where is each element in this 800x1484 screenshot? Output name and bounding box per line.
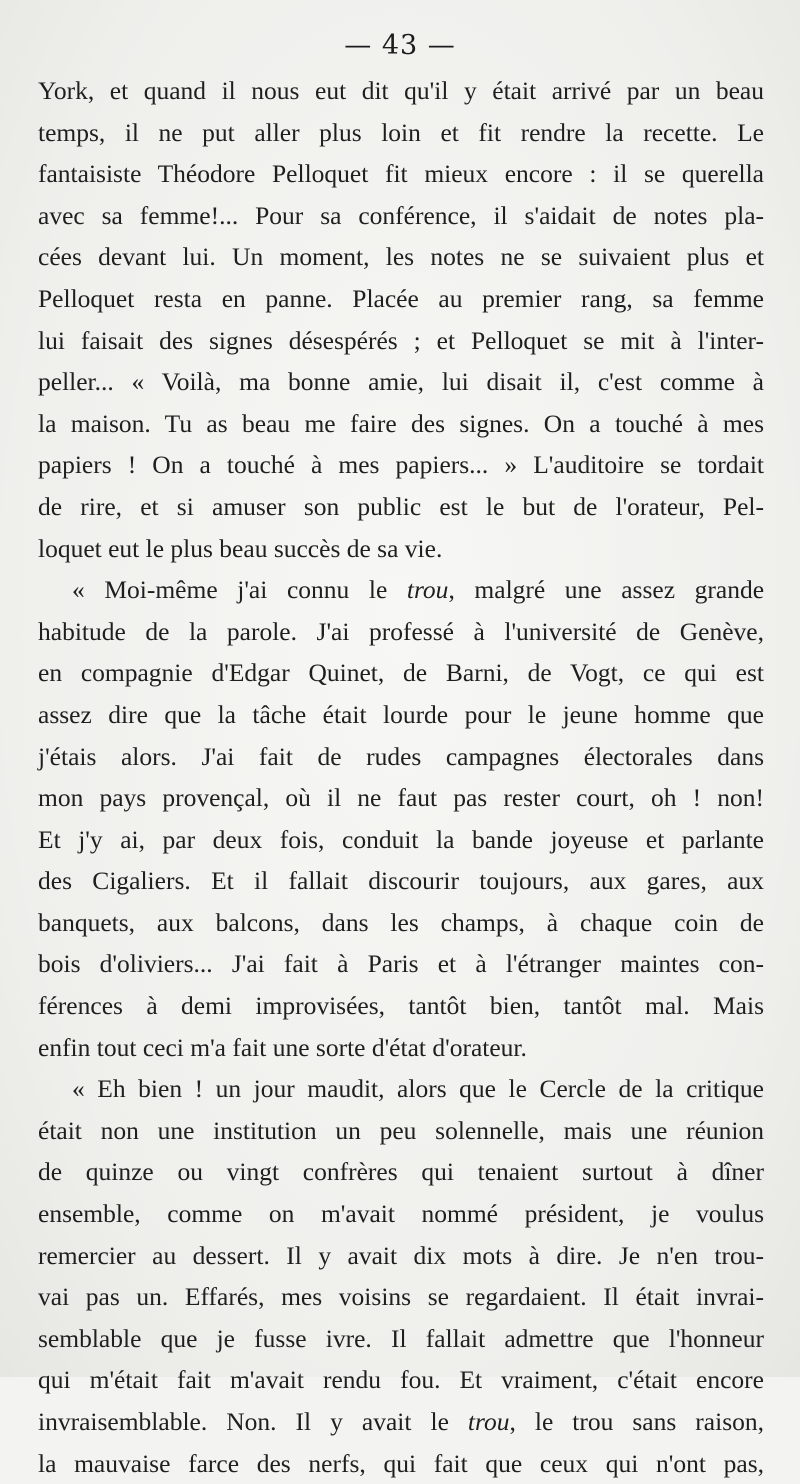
text-line: assez dire que la tâche était lourde pour le jeune homme que bbox=[38, 699, 764, 729]
text-line: Pelloquet resta en panne. Placée au premier rang, sa femme bbox=[38, 283, 764, 313]
text-line: fantaisiste Théodore Pelloquet fit mieux encore : il se querella bbox=[38, 159, 764, 189]
text-line: « Moi-même j'ai connu le trou, malgré une assez grande bbox=[72, 575, 765, 605]
text-line: qui m'était fait m'avait rendu fou. Et vraiment, c'était encore bbox=[38, 1365, 764, 1395]
text-line: cées devant lui. Un moment, les notes ne se suivaient plus et bbox=[38, 242, 764, 272]
text-line: habitude de la parole. J'ai professé à l'université de Genève, bbox=[38, 616, 764, 646]
text-line: remercier au dessert. Il y avait dix mots à dire. Je n'en trou- bbox=[38, 1240, 764, 1270]
text-line: en compagnie d'Edgar Quinet, de Barni, de Vogt, ce qui est bbox=[38, 658, 764, 688]
text-line: vai pas un. Effarés, mes voisins se regardaient. Il était invrai- bbox=[38, 1282, 764, 1312]
text-line: de quinze ou vingt confrères qui tenaient surtout à dîner bbox=[38, 1157, 764, 1187]
text-line: « Eh bien ! un jour maudit, alors que le Cercle de la critique bbox=[72, 1074, 764, 1104]
text-line: bois d'oliviers... J'ai fait à Paris et à l'étranger maintes con- bbox=[38, 949, 764, 979]
text-line: la maison. Tu as beau me faire des signes. On a touché à mes bbox=[38, 408, 764, 438]
text-line: banquets, aux balcons, dans les champs, à chaque coin de bbox=[38, 907, 764, 937]
text-line: férences à demi improvisées, tantôt bien, tantôt mal. Mais bbox=[38, 991, 764, 1021]
text-line: Et j'y ai, par deux fois, conduit la bande joyeuse et parlante bbox=[38, 824, 764, 854]
body-text bbox=[38, 70, 764, 1484]
text-line: mon pays provençal, où il ne faut pas rester court, oh ! non! bbox=[38, 783, 764, 813]
text-line: temps, il ne put aller plus loin et fit rendre la recette. Le bbox=[38, 117, 764, 147]
text-line: la mauvaise farce des nerfs, qui fait que ceux qui n'ont pas, bbox=[38, 1448, 764, 1478]
text-line: était non une institution un peu solennelle, mais une réunion bbox=[38, 1115, 764, 1145]
text-line: loquet eut le plus beau succès de sa vie. bbox=[38, 533, 443, 563]
text-line: semblable que je fusse ivre. Il fallait admettre que l'honneur bbox=[38, 1323, 764, 1353]
page-number: — 43 — bbox=[344, 30, 456, 61]
text-line: enfin tout ceci m'a fait une sorte d'état d'orateur. bbox=[38, 1032, 527, 1062]
text-line: ensemble, comme on m'avait nommé président, je voulus bbox=[38, 1199, 764, 1229]
text-line: York, et quand il nous eut dit qu'il y était arrivé par un beau bbox=[38, 76, 764, 105]
text-line: j'étais alors. J'ai fait de rudes campagnes électorales dans bbox=[38, 741, 764, 771]
text-line: lui faisait des signes désespérés ; et Pelloquet se mit à l'inter- bbox=[38, 325, 764, 355]
text-line: de rire, et si amuser son public est le but de l'orateur, Pel- bbox=[38, 491, 764, 521]
text-line: papiers ! On a touché à mes papiers... » L'auditoire se tordait bbox=[38, 450, 764, 480]
text-line: peller... « Voilà, ma bonne amie, lui disait il, c'est comme à bbox=[38, 367, 764, 397]
text-line: des Cigaliers. Et il fallait discourir toujours, aux gares, aux bbox=[38, 866, 764, 896]
text-line: invraisemblable. Non. Il y avait le trou, le trou sans raison, bbox=[38, 1407, 764, 1436]
text-line: avec sa femme!... Pour sa conférence, il s'aidait de notes pla- bbox=[38, 200, 764, 230]
